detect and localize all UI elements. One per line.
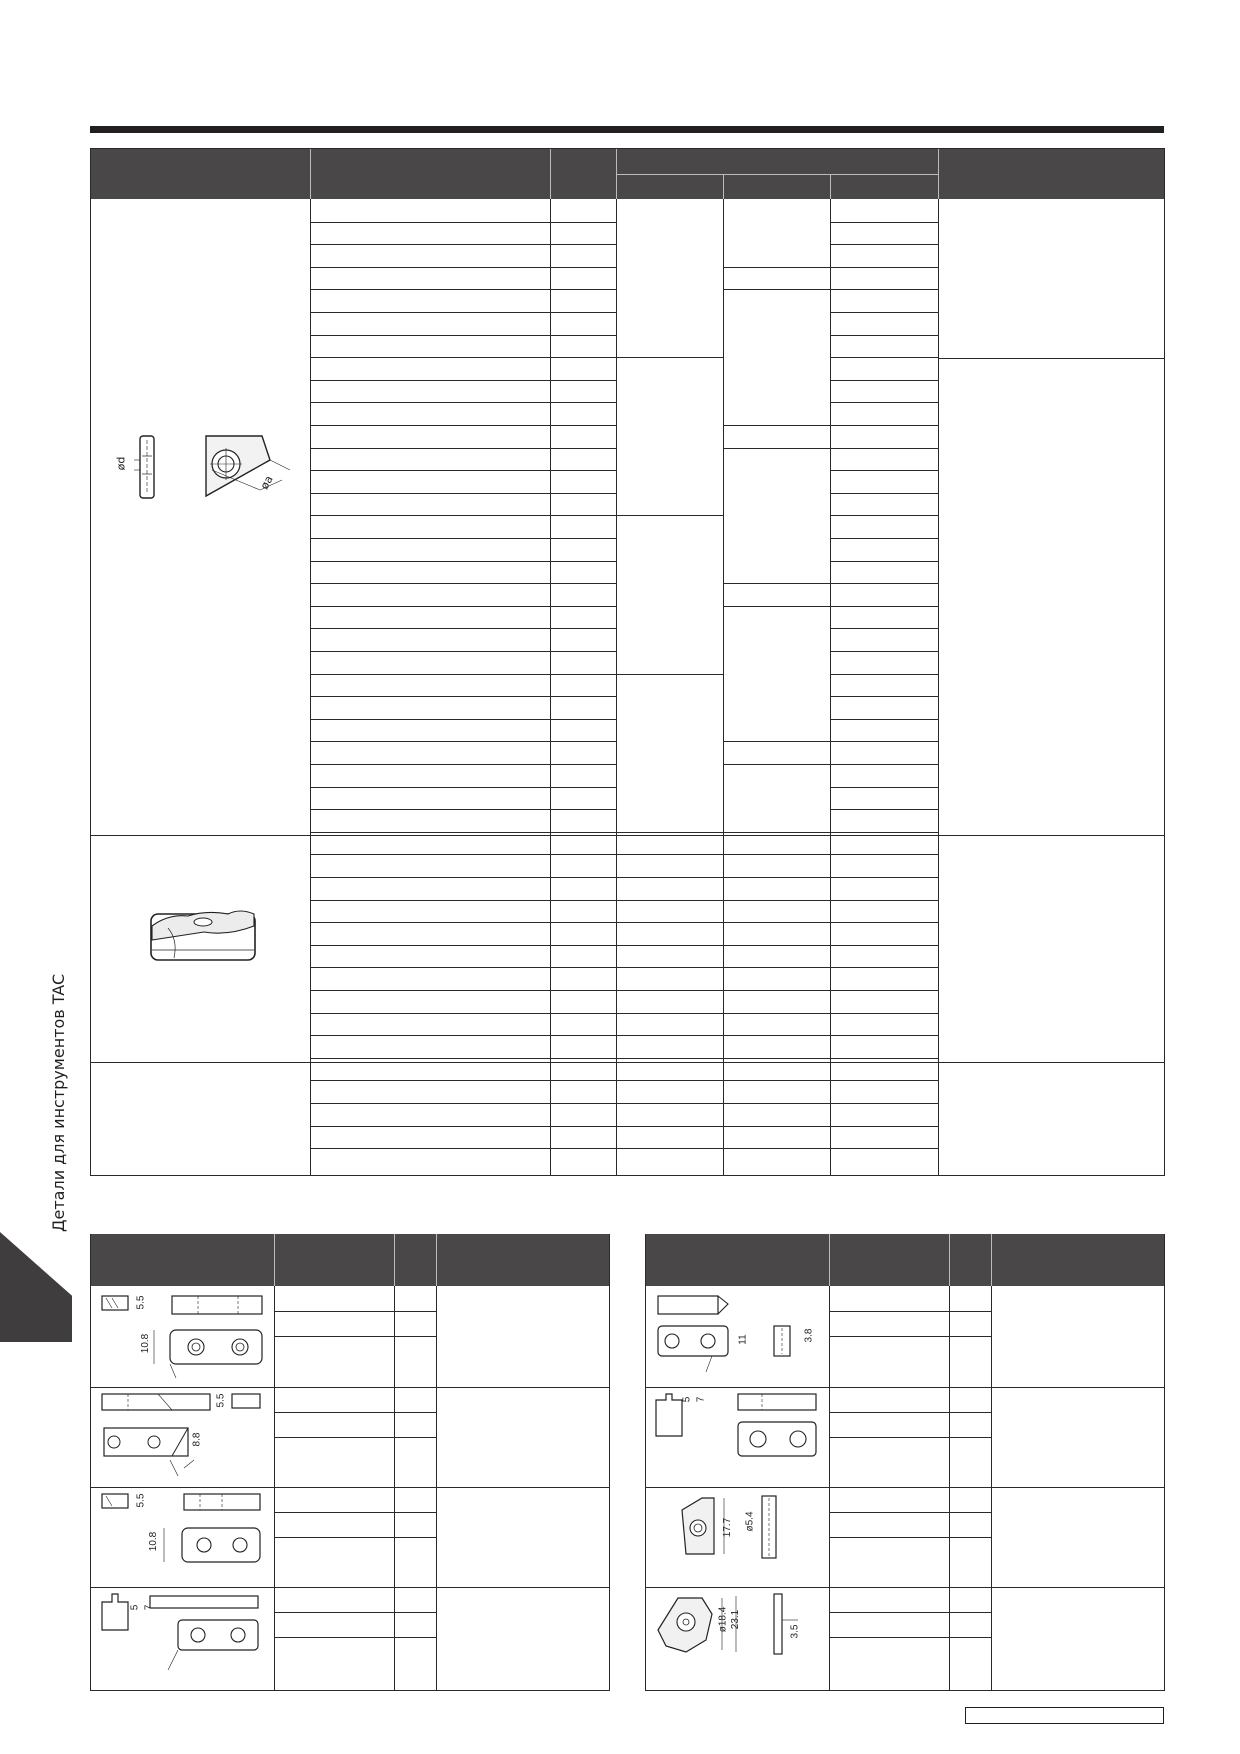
dim-a: 5 bbox=[681, 1396, 693, 1403]
dim-a: 5 bbox=[129, 1604, 141, 1611]
table-border bbox=[645, 1234, 646, 1690]
dim-b: 11 bbox=[737, 1334, 749, 1345]
row-line bbox=[829, 1512, 991, 1513]
row-line bbox=[829, 1412, 991, 1413]
section-title: Детали для инструментов TAC bbox=[49, 973, 68, 1232]
row-line bbox=[645, 1387, 1165, 1388]
part-sketch-5 bbox=[652, 1292, 824, 1382]
dim-a: 3.8 bbox=[803, 1328, 815, 1343]
dim-thickness: 3.5 bbox=[789, 1624, 801, 1639]
header-divider bbox=[829, 1234, 830, 1286]
part-sketch-7 bbox=[672, 1492, 812, 1582]
row-line bbox=[645, 1587, 1165, 1588]
row-line bbox=[645, 1487, 1165, 1488]
dim-width: 10.8 bbox=[148, 1531, 160, 1552]
row-line bbox=[829, 1311, 991, 1312]
dim-height: 5.5 bbox=[135, 1493, 147, 1508]
inscribed-circle-label: øa bbox=[257, 473, 276, 492]
dim-diameter: ø5.4 bbox=[744, 1511, 756, 1532]
row-line bbox=[829, 1637, 991, 1638]
dim-width: 8.8 bbox=[191, 1432, 203, 1447]
row-line bbox=[829, 1612, 991, 1613]
dim-height: 23.1 bbox=[730, 1609, 742, 1630]
row-line bbox=[829, 1437, 991, 1438]
row-line bbox=[829, 1537, 991, 1538]
dim-height: 17.7 bbox=[722, 1517, 734, 1538]
dim-height: 5.5 bbox=[135, 1295, 147, 1310]
dim-diameter: ø18.4 bbox=[717, 1606, 729, 1633]
header-divider bbox=[949, 1234, 950, 1286]
table-border bbox=[1164, 1234, 1165, 1690]
header-divider bbox=[991, 1234, 992, 1286]
thickness-label: ød bbox=[114, 456, 128, 471]
dim-height: 5.5 bbox=[215, 1393, 227, 1408]
dim-b: 7 bbox=[143, 1604, 155, 1611]
column-line bbox=[829, 1286, 830, 1690]
part-sketch-8 bbox=[652, 1590, 822, 1680]
part-sketch-6 bbox=[652, 1390, 824, 1480]
dim-width: 10.8 bbox=[140, 1333, 152, 1354]
dim-b: 7 bbox=[695, 1396, 707, 1403]
column-line bbox=[949, 1286, 950, 1690]
row-line bbox=[829, 1336, 991, 1337]
page-number-box bbox=[965, 1707, 1164, 1724]
table-border bbox=[645, 1690, 1165, 1691]
column-line bbox=[991, 1286, 992, 1690]
right-table-header bbox=[645, 1234, 1164, 1286]
